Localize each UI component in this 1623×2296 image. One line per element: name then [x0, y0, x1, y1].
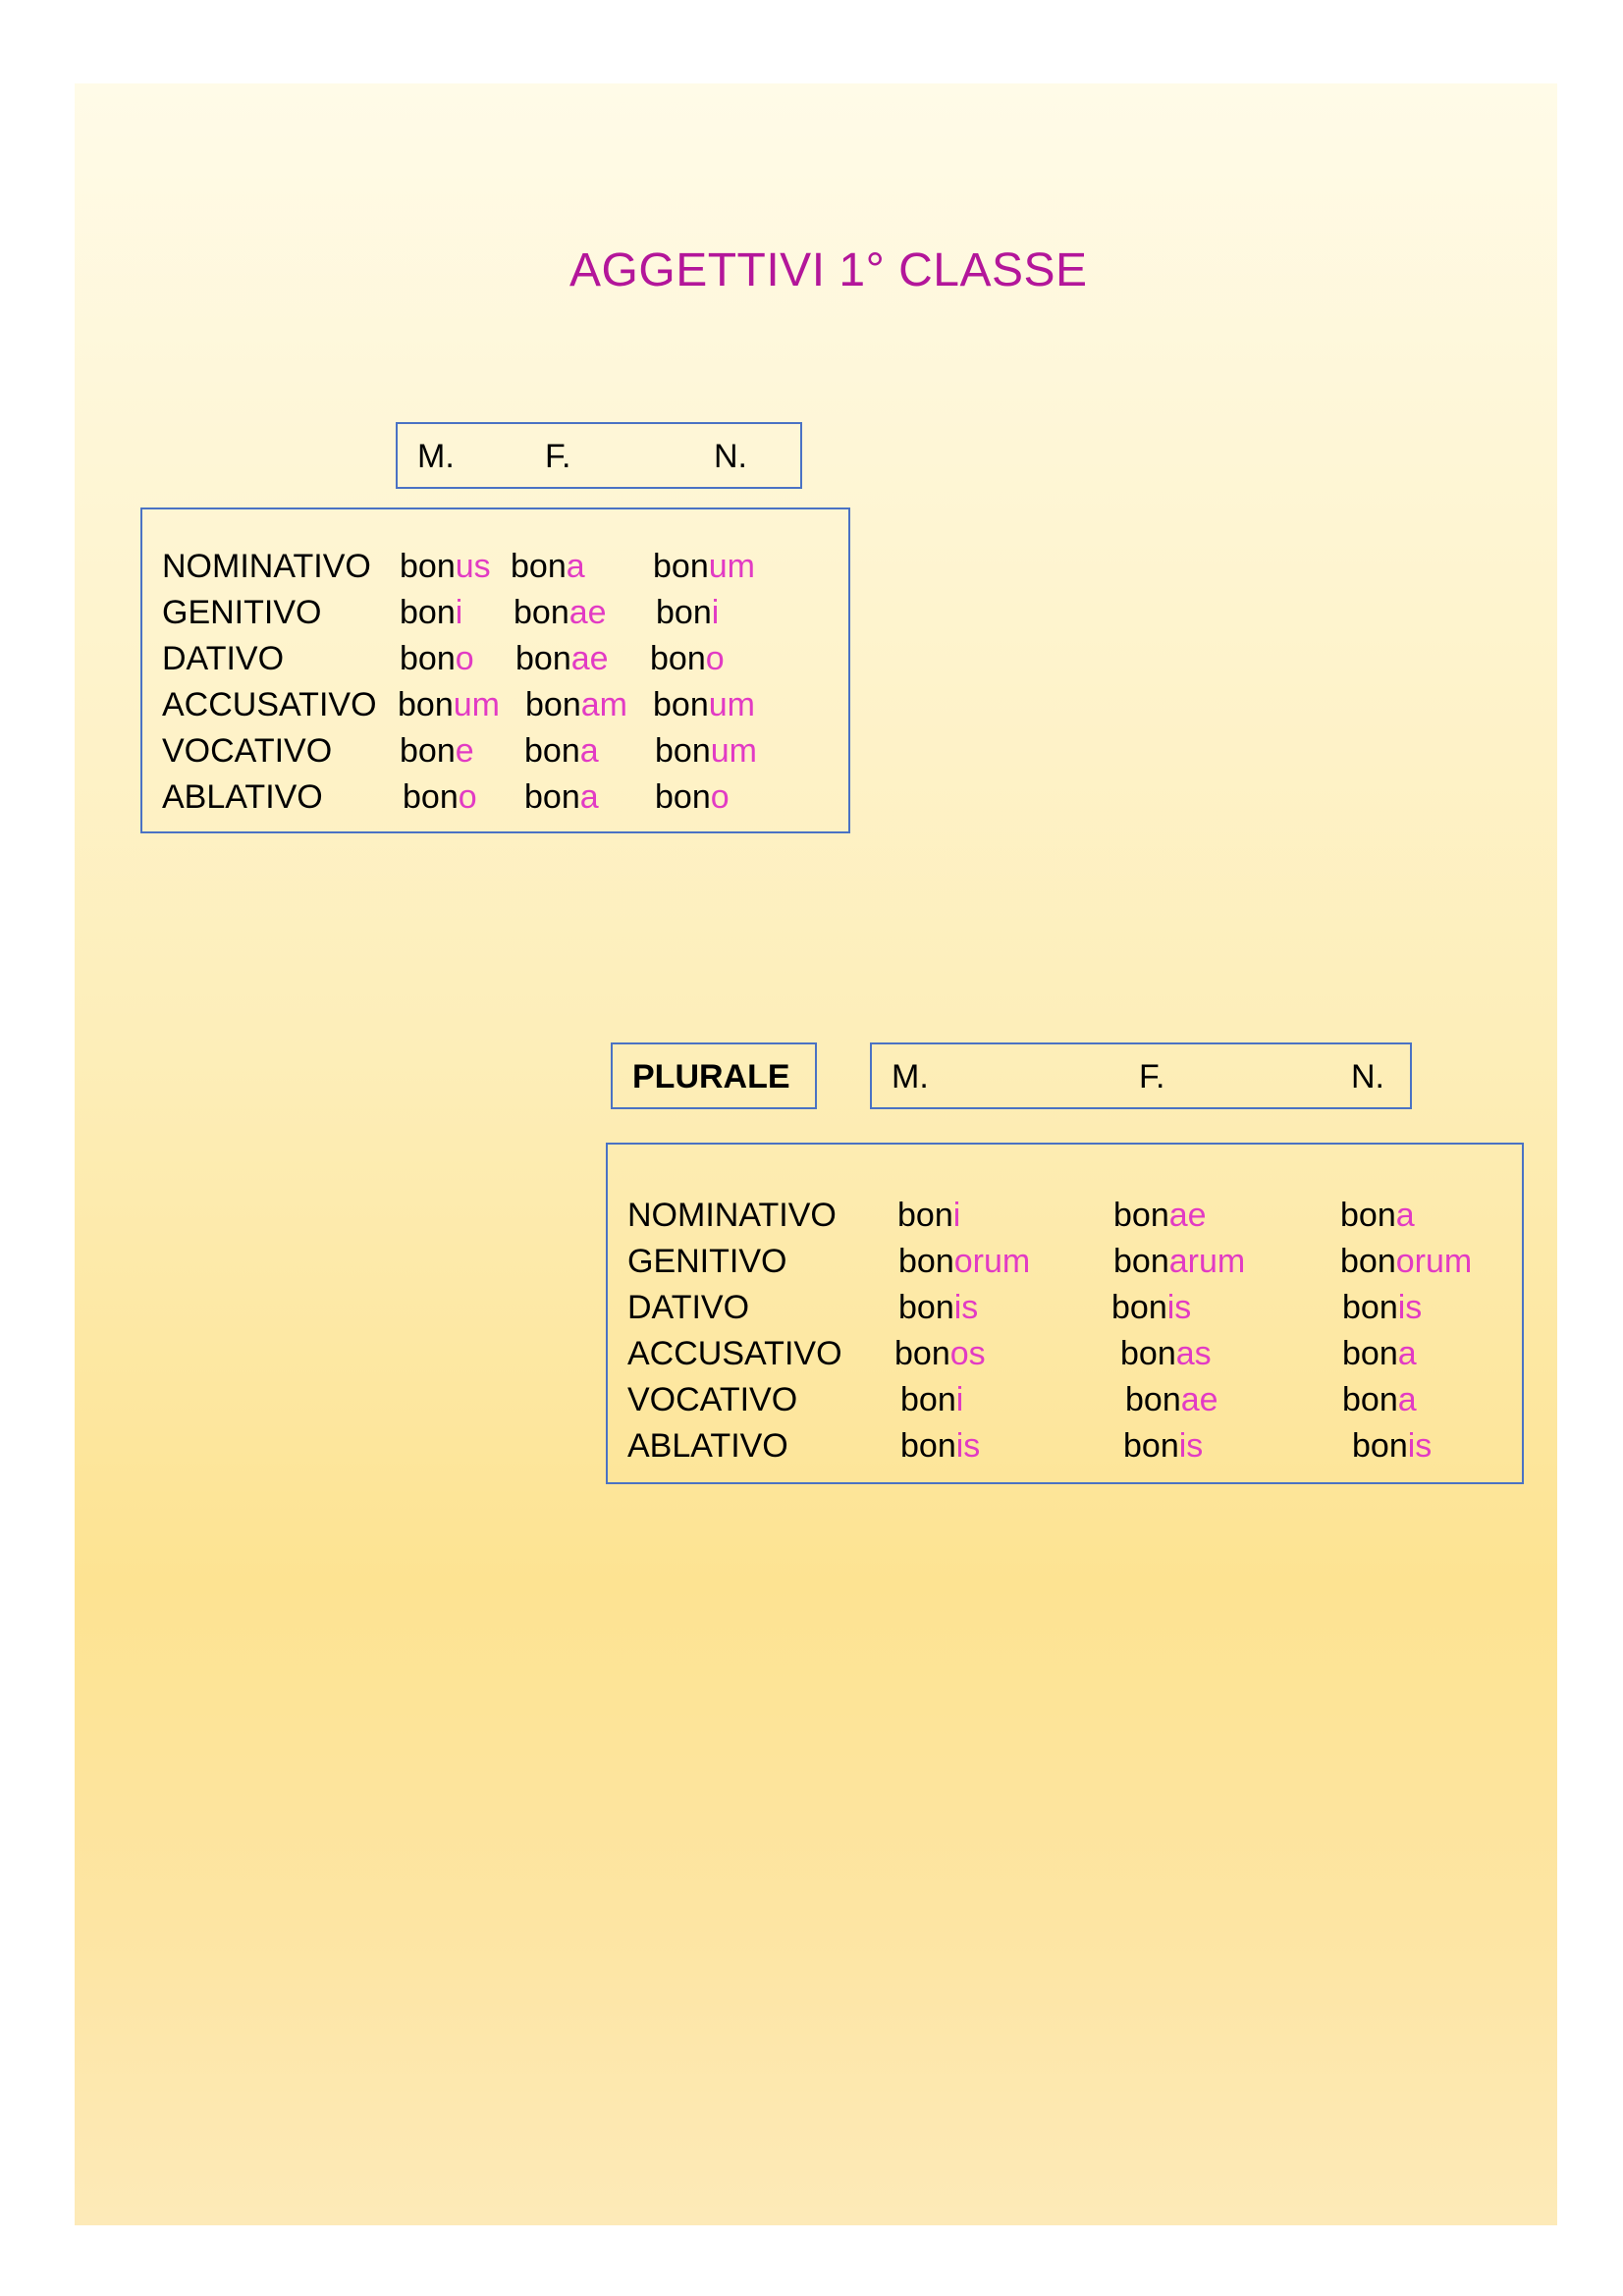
word-ending: am [580, 686, 627, 723]
gender-m: M. [417, 438, 455, 475]
word-stem: bon [398, 686, 454, 723]
form-feminine [1111, 1288, 1191, 1327]
word-stem: bon [900, 1381, 956, 1418]
form-neuter [653, 685, 755, 724]
declension-row-vocativo [142, 731, 848, 777]
word-stem: bon [900, 1427, 956, 1465]
plurale-label: PLURALE [632, 1058, 790, 1095]
form-feminine [1120, 1334, 1212, 1373]
declension-row-nominativo [142, 547, 848, 593]
declension-row-accusativo [142, 685, 848, 731]
form-neuter [1342, 1380, 1417, 1419]
word-ending: um [710, 732, 757, 770]
form-masculine [400, 639, 474, 678]
word-stem: bon [894, 1335, 950, 1372]
word-ending: os [949, 1335, 986, 1372]
case-name: DATIVO [627, 1289, 750, 1326]
word-ending: is [953, 1289, 979, 1326]
gender-f: F. [545, 438, 571, 475]
form-neuter [655, 777, 730, 817]
word-ending: o [710, 778, 730, 816]
word-stem: bon [1120, 1335, 1176, 1372]
case-name: ACCUSATIVO [627, 1335, 842, 1372]
word-stem: bon [400, 640, 456, 677]
form-feminine [524, 731, 599, 771]
word-ending: is [1407, 1427, 1433, 1465]
word-ending: e [455, 732, 474, 770]
word-stem: bon [655, 732, 711, 770]
case-name: VOCATIVO [627, 1381, 798, 1418]
word-ending: a [1397, 1335, 1417, 1372]
gender-n: N. [714, 438, 747, 475]
word-stem: bon [400, 548, 456, 585]
gender-n: N. [1351, 1058, 1384, 1095]
gender-f: F. [1139, 1058, 1165, 1095]
plurale-label-box [611, 1042, 817, 1109]
form-feminine [511, 547, 585, 586]
word-stem: bon [1113, 1197, 1169, 1234]
word-ending: is [1166, 1289, 1192, 1326]
form-masculine [400, 593, 462, 632]
case-name: DATIVO [162, 640, 285, 677]
form-masculine [897, 1196, 960, 1235]
word-ending: a [1397, 1381, 1417, 1418]
form-masculine [898, 1242, 1030, 1281]
word-ending: um [453, 686, 500, 723]
word-ending: is [1178, 1427, 1204, 1465]
word-stem: bon [1113, 1243, 1169, 1280]
declension-row-genitivo [608, 1242, 1522, 1288]
word-ending: ae [1180, 1381, 1218, 1418]
word-stem: bon [524, 732, 580, 770]
form-neuter [1352, 1426, 1432, 1466]
word-ending: i [955, 1381, 964, 1418]
word-stem: bon [655, 778, 711, 816]
word-ending: a [579, 732, 599, 770]
word-stem: bon [1125, 1381, 1181, 1418]
word-ending: o [458, 778, 477, 816]
word-stem: bon [653, 548, 709, 585]
word-stem: bon [898, 1243, 954, 1280]
word-stem: bon [1123, 1427, 1179, 1465]
word-ending: a [1395, 1197, 1415, 1234]
word-ending: i [952, 1197, 961, 1234]
form-masculine [398, 685, 500, 724]
declension-row-dativo [142, 639, 848, 685]
word-stem: bon [650, 640, 706, 677]
word-stem: bon [898, 1289, 954, 1326]
word-ending: orum [953, 1243, 1031, 1280]
word-stem: bon [524, 778, 580, 816]
word-ending: ae [1168, 1197, 1207, 1234]
form-neuter [1340, 1196, 1415, 1235]
word-ending: as [1175, 1335, 1212, 1372]
word-ending: o [705, 640, 725, 677]
word-ending: ae [570, 640, 609, 677]
word-ending: is [1397, 1289, 1423, 1326]
word-ending: i [711, 594, 720, 631]
word-stem: bon [1340, 1243, 1396, 1280]
word-stem: bon [1342, 1335, 1398, 1372]
declension-row-genitivo [142, 593, 848, 639]
case-name: NOMINATIVO [627, 1197, 837, 1234]
gender-m: M. [892, 1058, 929, 1095]
declension-row-dativo [608, 1288, 1522, 1334]
plural-declension-table [606, 1143, 1524, 1484]
page-title: AGGETTIVI 1° CLASSE [569, 244, 1088, 296]
case-name: VOCATIVO [162, 732, 333, 770]
word-stem: bon [511, 548, 567, 585]
word-stem: bon [1340, 1197, 1396, 1234]
form-masculine [900, 1426, 980, 1466]
form-neuter [655, 731, 757, 771]
declension-row-ablativo [142, 777, 848, 824]
form-neuter [653, 547, 755, 586]
singular-declension-table [140, 507, 850, 833]
case-name: ABLATIVO [162, 778, 323, 816]
word-stem: bon [525, 686, 581, 723]
word-ending: us [455, 548, 491, 585]
form-feminine [1123, 1426, 1203, 1466]
form-feminine [515, 639, 609, 678]
form-masculine [894, 1334, 986, 1373]
word-ending: arum [1168, 1243, 1246, 1280]
word-stem: bon [400, 732, 456, 770]
singular-gender-header [396, 422, 802, 489]
form-masculine [898, 1288, 978, 1327]
word-ending: um [708, 548, 755, 585]
word-ending: ae [568, 594, 607, 631]
form-neuter [1342, 1334, 1417, 1373]
word-stem: bon [400, 594, 456, 631]
form-neuter [650, 639, 725, 678]
form-neuter [656, 593, 719, 632]
word-stem: bon [1342, 1381, 1398, 1418]
form-masculine [400, 731, 474, 771]
plural-gender-header [870, 1042, 1412, 1109]
word-ending: o [455, 640, 474, 677]
word-stem: bon [515, 640, 571, 677]
declension-row-ablativo [608, 1426, 1522, 1472]
word-ending: is [955, 1427, 981, 1465]
form-feminine [1113, 1242, 1245, 1281]
word-ending: a [566, 548, 585, 585]
word-stem: bon [897, 1197, 953, 1234]
declension-row-nominativo [608, 1196, 1522, 1242]
word-stem: bon [656, 594, 712, 631]
form-neuter [1342, 1288, 1422, 1327]
word-ending: orum [1395, 1243, 1473, 1280]
word-ending: a [579, 778, 599, 816]
declension-row-accusativo [608, 1334, 1522, 1380]
form-feminine [1125, 1380, 1218, 1419]
word-stem: bon [403, 778, 459, 816]
form-masculine [400, 547, 491, 586]
form-neuter [1340, 1242, 1472, 1281]
word-stem: bon [514, 594, 569, 631]
word-stem: bon [1342, 1289, 1398, 1326]
case-name: NOMINATIVO [162, 548, 371, 585]
case-name: GENITIVO [627, 1243, 787, 1280]
word-ending: i [455, 594, 463, 631]
case-name: GENITIVO [162, 594, 322, 631]
form-feminine [1113, 1196, 1207, 1235]
word-stem: bon [1111, 1289, 1167, 1326]
word-stem: bon [1352, 1427, 1408, 1465]
case-name: ACCUSATIVO [162, 686, 377, 723]
declension-row-vocativo [608, 1380, 1522, 1426]
form-masculine [900, 1380, 963, 1419]
form-feminine [514, 593, 607, 632]
form-feminine [525, 685, 627, 724]
word-ending: um [708, 686, 755, 723]
form-masculine [403, 777, 477, 817]
case-name: ABLATIVO [627, 1427, 788, 1465]
word-stem: bon [653, 686, 709, 723]
form-feminine [524, 777, 599, 817]
